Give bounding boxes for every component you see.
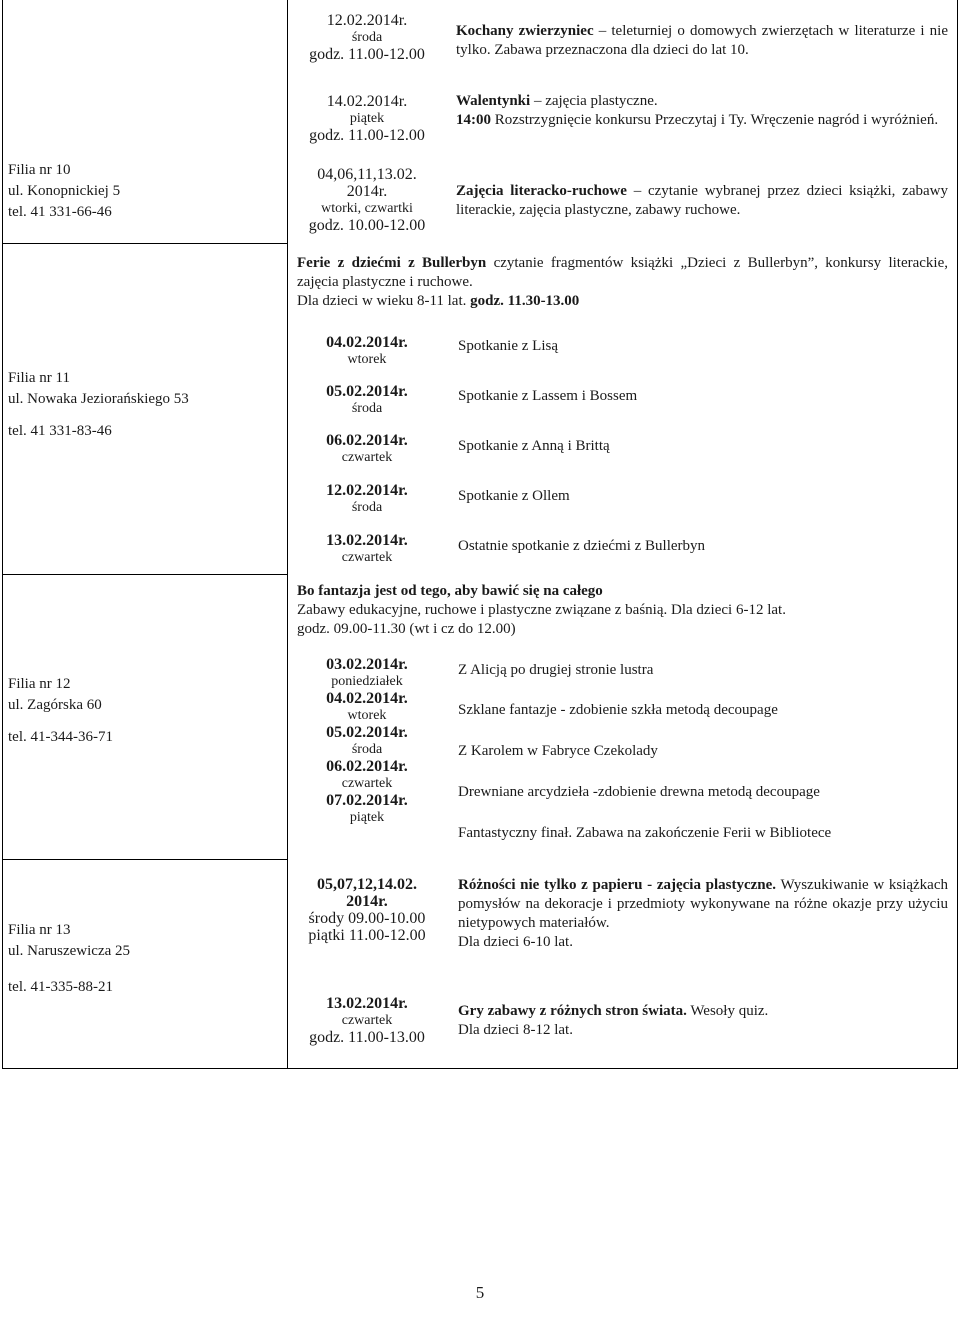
event-day: wtorki, czwartki [321, 201, 413, 216]
program-header [297, 254, 948, 311]
event-day: czwartek [341, 450, 393, 465]
event-description [456, 182, 948, 220]
program-description: Zabawy edukacyjne, ruchowe i plastyczne związane z baśnią. Dla dzieci 6-12 lat. [297, 602, 786, 618]
event-text: Rozstrzygnięcie konkursu Przeczytaj i Ty. Wręczenie nagród i wyróżnień. [491, 112, 939, 128]
event-time: godz. 11.00-13.00 [309, 1029, 425, 1046]
event-description [458, 876, 948, 952]
event-date: 05.02.2014r. [326, 383, 408, 400]
page-number: 5 [475, 1283, 485, 1302]
event-description: Spotkanie z Lassem i Bossem [458, 388, 638, 404]
event-title: Różności nie tylko z papieru - zajęcia plastyczne. [458, 877, 777, 893]
event-description: Z Alicją po drugiej stronie lustra [458, 662, 654, 678]
event-description [456, 92, 948, 130]
event-day: czwartek [341, 776, 393, 791]
event-day: czwartek [341, 550, 393, 565]
table-border-left [2, 0, 3, 1069]
event-date-cell [292, 166, 442, 234]
event-description: Fantastyczny finał. Zabawa na zakończenie Ferii w Bibliotece [458, 825, 832, 841]
event-age: Dla dzieci 8-12 lat. [458, 1022, 573, 1038]
event-date: 13.02.2014r. [326, 995, 408, 1012]
event-text: – czytanie wybranej przez dzieci książki, zabawy literackie, zajęcia plastyczne, zabawy ruchowe. [456, 183, 948, 218]
event-day: wtorek [347, 708, 387, 723]
event-date-cell [292, 93, 442, 144]
branch-street: ul. Zagórska 60 [8, 697, 102, 713]
event-date: 14.02.2014r. [326, 93, 408, 110]
event-date: 03.02.2014r. [326, 656, 408, 673]
table-border-bottom [2, 1068, 958, 1069]
event-day: czwartek [341, 1013, 393, 1028]
event-time: godz. 11.00-12.00 [309, 127, 425, 144]
branch-tel: tel. 41-344-36-71 [8, 729, 113, 745]
branch-f11 [8, 368, 286, 442]
branch-street: ul. Naruszewicza 25 [8, 943, 131, 959]
event-description [458, 1002, 948, 1040]
event-day: wtorek [347, 352, 387, 367]
event-date: 04.02.2014r. [326, 690, 408, 707]
schedule-row [292, 334, 442, 368]
program-time: godz. 09.00-11.30 (wt i cz do 12.00) [297, 621, 516, 637]
program-title: Bo fantazja jest od tego, aby bawić się na całego [297, 583, 603, 599]
event-day: poniedziałek [331, 674, 403, 689]
branch-tel: tel. 41-335-88-21 [8, 979, 113, 995]
event-title: Walentynki [456, 93, 531, 109]
event-title: Zajęcia literacko-ruchowe [456, 183, 627, 199]
event-day: środa [351, 30, 383, 45]
schedule-row [292, 482, 442, 516]
event-date-cell [292, 995, 442, 1046]
event-day: środa [351, 401, 383, 416]
event-description: Drewniane arcydzieła -zdobienie drewna metodą decoupage [458, 784, 820, 800]
event-date: 06.02.2014r. [326, 758, 408, 775]
event-date: 13.02.2014r. [326, 532, 408, 549]
event-description [456, 22, 948, 60]
branch-f12 [8, 674, 283, 748]
schedule-list [292, 656, 442, 826]
event-time: piątki 11.00-12.00 [308, 927, 426, 944]
program-time: godz. 11.30-13.00 [470, 293, 580, 309]
branch-f13 [8, 920, 283, 998]
event-description: Szklane fantazje - zdobienie szkła metodą decoupage [458, 702, 778, 718]
branch-tel: tel. 41 331-83-46 [8, 423, 112, 439]
event-title: Kochany zwierzyniec [456, 23, 594, 39]
branch-name: Filia nr 13 [8, 922, 71, 938]
schedule-row [292, 532, 442, 566]
program-description: czytanie fragmentów książki „Dzieci z Bullerbyn”, konkursy literackie, zajęcia plastyczne i ruchowe. [297, 255, 948, 290]
event-description: Spotkanie z Lisą [458, 338, 558, 354]
event-date: 04.02.2014r. [326, 334, 408, 351]
event-day: piątek [349, 111, 385, 126]
program-title: Ferie z dziećmi z Bullerbyn [297, 255, 487, 271]
branch-f10 [8, 160, 283, 223]
event-time: środy 09.00-10.00 [308, 910, 426, 927]
event-date: 05,07,12,14.02. 2014r. [317, 876, 417, 910]
branch-street: ul. Nowaka Jeziorańskiego 53 [8, 391, 189, 407]
column-divider [287, 0, 288, 1069]
event-time-label: 14:00 [456, 112, 491, 128]
event-day: środa [351, 742, 383, 757]
event-date: 06.02.2014r. [326, 432, 408, 449]
event-description: Spotkanie z Ollem [458, 488, 570, 504]
event-date: 07.02.2014r. [326, 792, 408, 809]
event-time: godz. 11.00-12.00 [309, 46, 425, 63]
branch-name: Filia nr 10 [8, 162, 71, 178]
event-day: piątek [349, 810, 385, 825]
event-description: Ostatnie spotkanie z dziećmi z Bullerbyn [458, 538, 706, 554]
program-header [297, 582, 948, 639]
event-description: Z Karolem w Fabryce Czekolady [458, 743, 658, 759]
event-text: – teleturniej o domowych zwierzętach w literaturze i nie tylko. Zabawa przeznaczona dla dzieci do lat 10. [456, 23, 948, 58]
event-title: Gry zabawy z różnych stron świata. [458, 1003, 687, 1019]
event-text: Wyszukiwanie w książkach pomysłów na dekoracje i przedmioty wykonywane na różne okazje przy użyciu nietypowych materiałów. [458, 877, 949, 931]
event-text: Wesoły quiz. [686, 1003, 769, 1019]
event-date: 12.02.2014r. [326, 12, 408, 29]
event-day: środa [351, 500, 383, 515]
schedule-row [292, 383, 442, 417]
branch-tel: tel. 41 331-66-46 [8, 204, 112, 220]
row-divider [2, 243, 288, 244]
event-date: 05.02.2014r. [326, 724, 408, 741]
event-date-cell [292, 12, 442, 63]
branch-street: ul. Konopnickiej 5 [8, 183, 121, 199]
event-date: 12.02.2014r. [326, 482, 408, 499]
table-border-right [957, 0, 958, 1069]
schedule-row [292, 432, 442, 466]
branch-name: Filia nr 11 [8, 370, 70, 386]
row-divider [2, 859, 288, 860]
program-age: Dla dzieci w wieku 8-11 lat. [297, 293, 467, 309]
event-time: godz. 10.00-12.00 [308, 217, 426, 234]
event-age: Dla dzieci 6-10 lat. [458, 934, 573, 950]
event-date: 04,06,11,13.02. 2014r. [317, 166, 417, 200]
event-text: – zajęcia plastyczne. [530, 93, 658, 109]
event-description: Spotkanie z Anną i Brittą [458, 438, 610, 454]
branch-name: Filia nr 12 [8, 676, 71, 692]
event-date-cell [292, 876, 442, 944]
row-divider [2, 574, 288, 575]
